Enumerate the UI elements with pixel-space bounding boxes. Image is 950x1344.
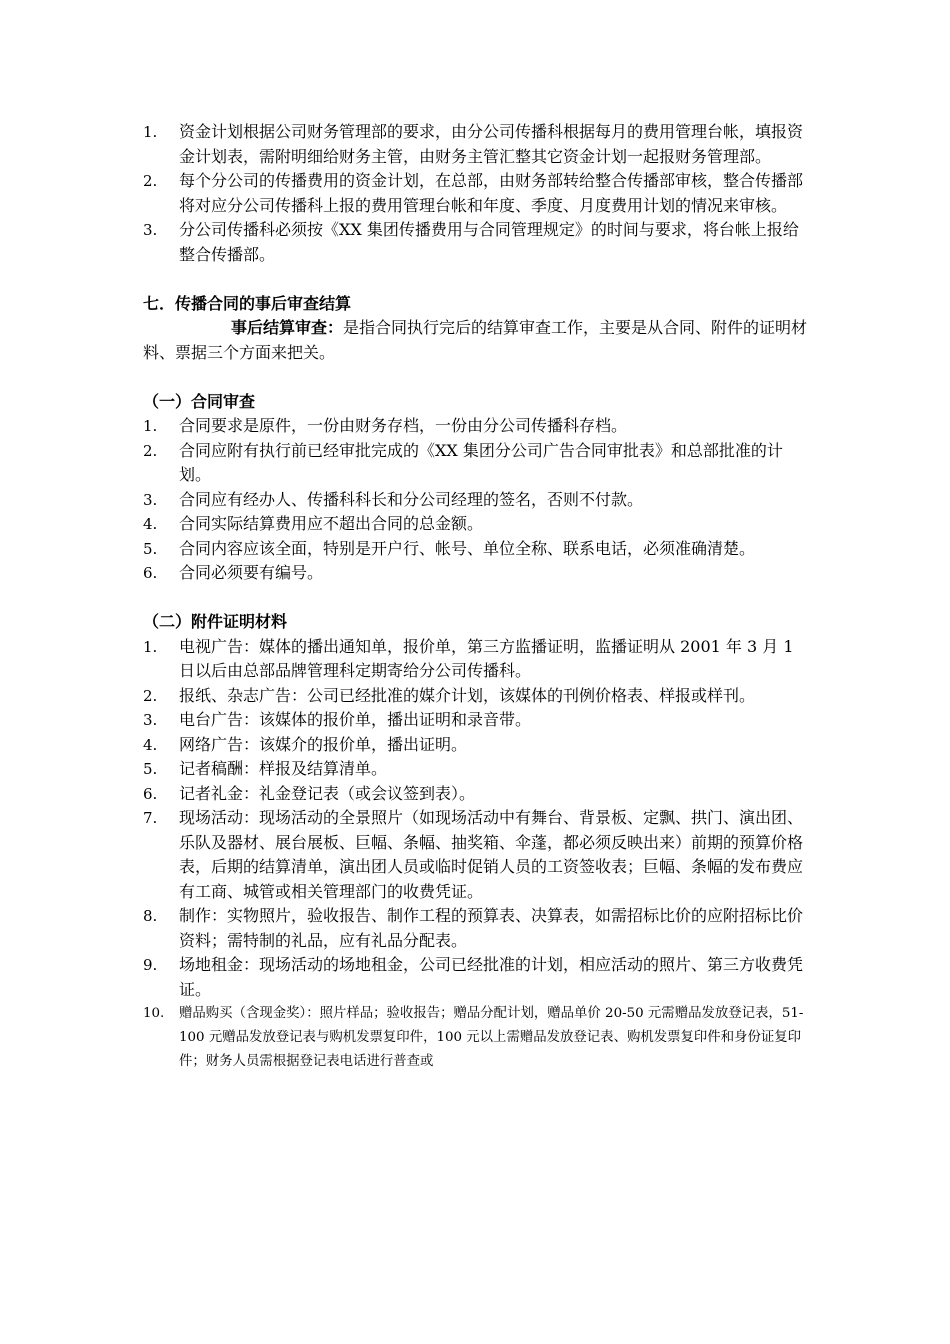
list-item: 2. 每个分公司的传播费用的资金计划，在总部，由财务部转给整合传播部审核，整合传播部将对应分公司传播科上报的费用管理台帐和年度、季度、月度费用计划的情况来审核。: [143, 171, 804, 215]
list-item: 5. 记者稿酬：样报及结算清单。: [143, 759, 388, 778]
list-item: 3. 合同应有经办人、传播科科长和分公司经理的签名，否则不付款。: [143, 489, 644, 509]
section-paragraph: 事后结算审查：是指合同执行完后的结算审查工作，主要是从合同、附件的证明材料、票据三个方面来把关。: [143, 318, 808, 362]
subsection-heading: （二）附件证明材料: [143, 612, 288, 631]
list-item: 2. 报纸、杂志广告：公司已经批准的媒介计划，该媒体的刊例价格表、样报或样刊。: [143, 685, 756, 705]
list-item: 3. 分公司传播科必须按《XX 集团传播费用与合同管理规定》的时间与要求，将台帐上报给整合传播部。: [143, 220, 799, 264]
attachment-list: [143, 635, 811, 1003]
attachment-list-continued: [143, 1002, 811, 1074]
list-item: 6. 合同必须要有编号。: [143, 563, 324, 582]
section-heading: 七．传播合同的事后审查结算: [143, 293, 352, 313]
list-item: 3. 电台广告：该媒体的报价单，播出证明和录音带。: [143, 710, 532, 729]
spacer: [143, 267, 811, 292]
list-item: 10. 赠品购买（含现金奖）：照片样品；验收报告；赠品分配计划，赠品单价 20-50 元需赠品发放登记表，51-100 元赠品发放登记表与购机发票复印件，100 元以上需赠品发放登记表、购机发票复印件和身份证复印件；财务人员需根据登记表电话进行普查或: [143, 1006, 804, 1069]
document-page: [143, 120, 811, 1074]
list-item: 4. 网络广告：该媒介的报价单，播出证明。: [143, 734, 468, 754]
list-item: 7. 现场活动：现场活动的全景照片（如现场活动中有舞台、背景板、定飘、拱门、演出团、乐队及器材、展台展板、巨幅、条幅、抽奖箱、伞蓬，都必须反映出来）前期的预算价格表，后期的结算清单，演出团人员或临时促销人员的工资签收表；巨幅、条幅的发布费应有工商、城管或相关管理部门的收费凭证。: [143, 808, 804, 901]
list-item: 6. 记者礼金：礼金登记表（或会议签到表）。: [143, 783, 476, 803]
list-item: 9. 场地租金：现场活动的场地租金，公司已经批准的计划，相应活动的照片、第三方收费凭证。: [143, 955, 804, 999]
list-item: 1. 资金计划根据公司财务管理部的要求，由分公司传播科根据每月的费用管理台帐，填报资金计划表，需附明细给财务主管，由财务主管汇整其它资金计划一起报财务管理部。: [143, 122, 804, 166]
list-item: 5. 合同内容应该全面，特别是开户行、帐号、单位全称、联系电话，必须准确清楚。: [143, 538, 756, 558]
subsection-heading: （一）合同审查: [143, 391, 256, 411]
list-item: 1. 电视广告：媒体的播出通知单，报价单，第三方监播证明，监播证明从 2001 年 3 月 1 日以后由总部品牌管理科定期寄给分公司传播科。: [143, 636, 794, 680]
list-item: 1. 合同要求是原件，一份由财务存档，一份由分公司传播科存档。: [143, 416, 628, 435]
list-item: 4. 合同实际结算费用应不超出合同的总金额。: [143, 514, 484, 533]
list-item: 8. 制作：实物照片，验收报告、制作工程的预算表、决算表，如需招标比价的应附招标比价资料；需特制的礼品，应有礼品分配表。: [143, 906, 804, 950]
spacer: [143, 586, 811, 611]
paragraph-lead: 事后结算审查：: [231, 318, 344, 337]
contract-review-list: [143, 414, 811, 586]
spacer: [143, 365, 811, 390]
list-item: 2. 合同应附有执行前已经审批完成的《XX 集团分公司广告合同审批表》和总部批准的计划。: [143, 440, 783, 484]
fund-plan-list: [143, 120, 811, 267]
